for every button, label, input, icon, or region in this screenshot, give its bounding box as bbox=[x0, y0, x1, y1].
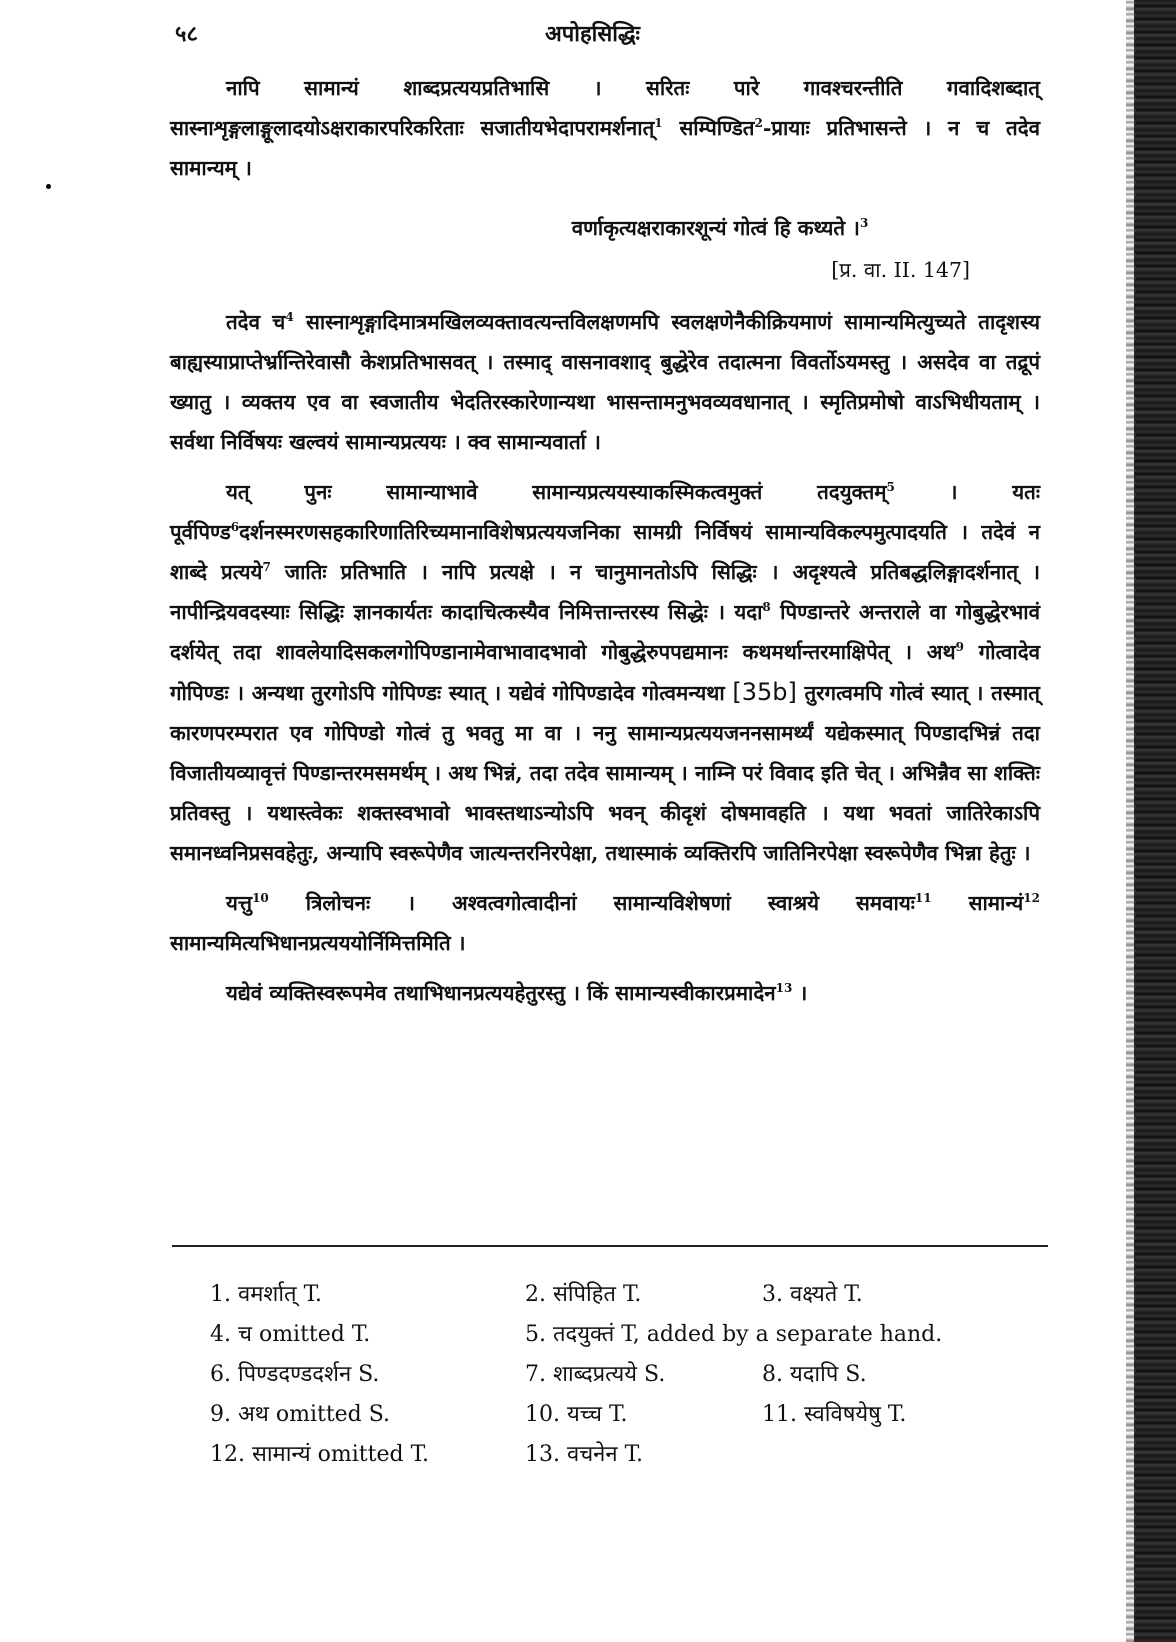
footnote-12: 12. सामान्यं omitted T. bbox=[210, 1442, 430, 1467]
footnote-ref-7: 7 bbox=[262, 560, 271, 575]
scanned-page-edge bbox=[1134, 0, 1176, 1642]
footnote-ref-6: 6 bbox=[230, 520, 240, 535]
footnote-ref-8: 8 bbox=[762, 600, 771, 615]
running-head: अपोहसिद्धिः bbox=[545, 21, 640, 47]
footnote-8: 8. यदापि S. bbox=[762, 1362, 867, 1387]
footnote-4: 4. च omitted T. bbox=[210, 1322, 371, 1347]
footnote-ref-4: 4 bbox=[285, 310, 294, 325]
paragraph-3: यत् पुनः सामान्याभावे सामान्यप्रत्ययस्याकस्मिकत्वमुक्तं तदयुक्तम्$^5$ । यतः पूर्वपिण्ड$^6$दर्शनस्मरणसहकारिणातिरिच्यमानाविशेषप्रत्ययजनिका सामग्री निर्विषयं सामान्यविकल्पमुत्पादयति । तदेवं न शाब्दे प्रत्यये$^7$ जातिः प्रतिभाति । नापि प्रत्यक्षे । न चानुमानतोऽपि सिद्धिः । अदृश्यत्वे प्रतिबद्धलिङ्गादर्शनात् । नापीन्द्रियवदस्याः सिद्धिः ज्ञानकार्यतः कादाचित्कस्यैव निमित्तान्तरस्य सिद्धेः । यदा$^8$ पिण्डान्तरे अन्तराले वा गोबुद्धेरभावं दर्शयेत् तदा शावलेयादिसकलगोपिण्डानामेवाभावादभावो गोबुद्धेरुपपद्यमानः कथमर्थान्तरमाक्षिपेत् । अथ$^9$ गोत्वादेव गोपिण्डः । अन्यथा तुरगोऽपि गोपिण्डः स्यात् । यद्येवं गोपिण्डादेव गोत्वमन्यथा [35b] तुरगत्वमपि गोत्वं स्यात् । तस्मात् कारणपरम्परात एव गोपिण्डो गोत्वं तु भवतु मा वा । ननु सामान्यप्रत्ययजननसामर्थ्यं यद्येकस्मात् पिण्डादभिन्नं तदा विजातीयव्यावृत्तं पिण्डान्तरमसमर्थम् । अथ भिन्नं, तदा तदेव सामान्यम् । नाम्नि परं विवाद इति चेत् । अभिन्नैव सा शक्तिः प्रतिवस्तु । यथास्त्वेकः शक्तस्वभावो भावस्तथाऽन्योऽपि भवन् कीदृशं दोषमावहति । यथा भवतां जातिरेकाऽपि समानध्वनिप्रसवहेतुः, अन्यापि स्वरूपेणैव जात्यन्तरनिरपेक्षा, तथास्माकं व्यक्तिरपि जातिनिरपेक्षा स्वरूपेणैव भिन्ना हेतुः । bbox=[170, 480, 1041, 865]
main-text bbox=[170, 68, 1040, 1023]
footnote-row bbox=[210, 1278, 1070, 1318]
footnote-ref-1: 1 bbox=[654, 116, 663, 131]
footnote-ref-11: 11 bbox=[914, 891, 932, 906]
margin-mark bbox=[46, 184, 51, 189]
footnote-7: 7. शाब्दप्रत्यये S. bbox=[525, 1362, 666, 1387]
page-number: ५८ bbox=[175, 21, 198, 47]
footnote-row bbox=[210, 1438, 1070, 1478]
footnote-1: 1. वमर्शात् T. bbox=[210, 1282, 322, 1307]
footnote-9: 9. अथ omitted S. bbox=[210, 1402, 391, 1427]
paragraph-2: तदेव च$^4$ सास्नाशृङ्गादिमात्रमखिलव्यक्तावत्यन्तविलक्षणमपि स्वलक्षणेनैकीक्रियमाणं सामान्यमित्युच्यते तादृशस्य बाह्यस्याप्राप्तेर्भ्रान्तिरेवासौ केशप्रतिभासवत् । तस्माद् वासनावशाद् बुद्धेरेव तदात्मना विवर्तोऽयमस्तु । असदेव वा तद्रूपं ख्यातु । व्यक्तय एव वा स्वजातीय भेदतिरस्कारेणान्यथा भासन्तामनुभवव्यवधानात् । स्मृतिप्रमोषो वाऽभिधीयताम् । सर्वथा निर्विषयः खल्वयं सामान्यप्रत्ययः । क्व सामान्यवार्ता । bbox=[170, 310, 1040, 454]
footnote-ref-12: 12 bbox=[1023, 891, 1040, 906]
footnote-3: 3. वक्ष्यते T. bbox=[762, 1282, 863, 1307]
footnote-6: 6. पिण्डदण्डदर्शन S. bbox=[210, 1362, 380, 1387]
footnote-2: 2. संपिहित T. bbox=[525, 1282, 642, 1307]
footnote-ref-2: 2 bbox=[754, 116, 763, 131]
paragraph-4: यत्तु$^{10}$ त्रिलोचनः । अश्वत्वगोत्वादीनां सामान्यविशेषणां स्वाश्रये समवायः$^{11}$ सामान्यं$^{12}$ सामान्यमित्यभिधानप्रत्यययोर्निमित्तमिति । bbox=[170, 891, 1040, 955]
footnotes bbox=[210, 1278, 1070, 1478]
verse-quotation: वर्णाकृत्यक्षराकारशून्यं गोत्वं हि कथ्यते ।$^3$ bbox=[571, 216, 869, 240]
footnote-13: 13. वचनेन T. bbox=[525, 1442, 644, 1467]
paragraph-1: नापि सामान्यं शाब्दप्रत्ययप्रतिभासि । सरितः पारे गावश्चरन्तीति गवादिशब्दात् सास्नाशृङ्गलाङ्गूलादयोऽक्षराकारपरिकरिताः सजातीयभेदापरामर्शनात्$^1$ सम्पिण्डित$^2$-प्रायाः प्रतिभासन्ते । न च तदेव सामान्यम् । bbox=[170, 76, 1040, 180]
footnote-11: 11. स्वविषयेषु T. bbox=[762, 1402, 907, 1427]
footnote-ref-3: 3 bbox=[859, 216, 869, 231]
verse-reference: [प्र. वा. II. 147] bbox=[831, 258, 970, 282]
footnote-ref-10: 10 bbox=[252, 891, 269, 906]
footnote-5: 5. तदयुक्तं T, added by a separate hand. bbox=[525, 1322, 943, 1347]
footnote-divider bbox=[172, 1245, 1048, 1247]
footnote-ref-13: 13 bbox=[775, 981, 793, 996]
footnote-row bbox=[210, 1318, 1070, 1358]
footnote-ref-5: 5 bbox=[886, 480, 895, 495]
footnote-row bbox=[210, 1358, 1070, 1398]
footnote-row bbox=[210, 1398, 1070, 1438]
footnote-10: 10. यच्च T. bbox=[525, 1402, 628, 1427]
paragraph-5: यद्येवं व्यक्तिस्वरूपमेव तथाभिधानप्रत्ययहेतुरस्तु । किं सामान्यस्वीकारप्रमादेन$^{13}$ । bbox=[226, 981, 808, 1005]
page-header bbox=[0, 14, 1100, 48]
folio-marker: [35b] bbox=[732, 678, 797, 706]
footnote-ref-9: 9 bbox=[955, 640, 964, 655]
